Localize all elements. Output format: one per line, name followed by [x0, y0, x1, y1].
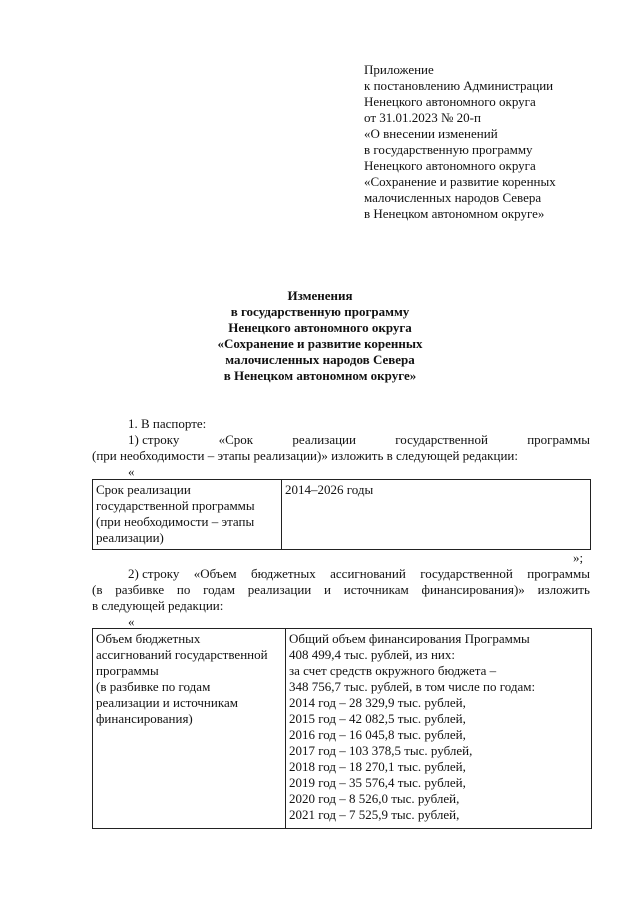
- appendix-line: от 31.01.2023 № 20-п: [364, 110, 481, 125]
- item2-word: реализации: [247, 582, 312, 597]
- item2-table: [92, 628, 592, 829]
- item2-word: программы: [527, 566, 590, 581]
- appendix-line: Приложение: [364, 62, 434, 77]
- item1-close-quote: »;: [573, 550, 584, 565]
- item2-word: государственной: [420, 566, 513, 581]
- item2-word: изложить: [537, 582, 590, 597]
- cell-line: 2020 год – 8 526,0 тыс. рублей,: [289, 791, 460, 806]
- item2-word: годам: [203, 582, 235, 597]
- cell-line: 2019 год – 35 576,4 тыс. рублей,: [289, 775, 466, 790]
- item2-word: бюджетных: [251, 566, 316, 581]
- cell-line: 2017 год – 103 378,5 тыс. рублей,: [289, 743, 473, 758]
- item1-word: программы: [527, 432, 590, 447]
- title-line: малочисленных народов Севера: [225, 352, 415, 367]
- title-line: в государственную программу: [230, 304, 410, 319]
- appendix-line: к постановлению Администрации: [364, 78, 554, 93]
- appendix-line: малочисленных народов Севера: [364, 190, 542, 205]
- cell-line: 2014–2026 годы: [285, 482, 374, 497]
- cell-line: 408 499,4 тыс. рублей, из них:: [289, 647, 455, 662]
- cell-line: (при необходимости – этапы: [96, 514, 255, 529]
- cell-line: государственной программы: [96, 498, 255, 513]
- item2-word: (в: [92, 582, 103, 597]
- cell-line: программы: [96, 663, 159, 678]
- item1-word: реализации: [292, 432, 356, 447]
- cell-line: Общий объем финансирования Программы: [289, 631, 530, 646]
- title-line: Ненецкого автономного округа: [228, 320, 412, 335]
- item2-line3: в следующей редакции:: [92, 598, 224, 613]
- item2-word: ассигнований: [330, 566, 406, 581]
- table-cell-label: [93, 480, 282, 550]
- cell-line: Срок реализации: [96, 482, 191, 497]
- item2-line1: [128, 566, 590, 582]
- item1-word: «Срок: [218, 432, 254, 447]
- item1-word: государственной: [395, 432, 488, 447]
- cell-line: Объем бюджетных: [96, 631, 201, 646]
- table-row: [93, 480, 591, 550]
- table-cell-value: [282, 480, 591, 550]
- title-line: «Сохранение и развитие коренных: [217, 336, 423, 351]
- appendix-line: в государственную программу: [364, 142, 533, 157]
- item2-open-quote: «: [128, 614, 135, 629]
- appendix-line: Ненецкого автономного округа: [364, 158, 536, 173]
- cell-line: (в разбивке по годам: [96, 679, 211, 694]
- appendix-header: [364, 62, 614, 222]
- item1-word: 1) строку: [128, 432, 180, 447]
- cell-line: 2018 год – 18 270,1 тыс. рублей,: [289, 759, 466, 774]
- cell-line: 2014 год – 28 329,9 тыс. рублей,: [289, 695, 466, 710]
- item2-word: финансирования)»: [421, 582, 525, 597]
- item2-word: «Объем: [193, 566, 237, 581]
- item2-line2: [92, 582, 590, 598]
- appendix-line: в Ненецком автономном округе»: [364, 206, 545, 221]
- item2-word: источникам: [343, 582, 409, 597]
- item1-table: [92, 479, 591, 550]
- title-line: Изменения: [287, 288, 353, 303]
- appendix-line: Ненецкого автономного округа: [364, 94, 536, 109]
- item1-line2: (при необходимости – этапы реализации)» изложить в следующей редакции:: [92, 448, 518, 463]
- item1-open-quote: «: [128, 464, 135, 479]
- title-line: в Ненецком автономном округе»: [223, 368, 417, 383]
- appendix-line: «О внесении изменений: [364, 126, 498, 141]
- table-row: [93, 629, 592, 829]
- cell-line: 2015 год – 42 082,5 тыс. рублей,: [289, 711, 466, 726]
- appendix-line: «Сохранение и развитие коренных: [364, 174, 556, 189]
- document-title: [120, 288, 520, 384]
- cell-line: финансирования): [96, 711, 193, 726]
- cell-line: ассигнований государственной: [96, 647, 268, 662]
- section-heading: 1. В паспорте:: [128, 416, 207, 431]
- item1-line1: [128, 432, 590, 448]
- table-cell-value: [286, 629, 592, 829]
- item2-word: 2) строку: [128, 566, 180, 581]
- table-cell-label: [93, 629, 286, 829]
- cell-line: реализации): [96, 530, 164, 545]
- item2-word: разбивке: [115, 582, 165, 597]
- cell-line: за счет средств окружного бюджета –: [289, 663, 497, 678]
- cell-line: 348 756,7 тыс. рублей, в том числе по годам:: [289, 679, 536, 694]
- cell-line: 2021 год – 7 525,9 тыс. рублей,: [289, 807, 460, 822]
- cell-line: 2016 год – 16 045,8 тыс. рублей,: [289, 727, 466, 742]
- item2-word: и: [324, 582, 331, 597]
- cell-line: реализации и источникам: [96, 695, 238, 710]
- item2-word: по: [176, 582, 191, 597]
